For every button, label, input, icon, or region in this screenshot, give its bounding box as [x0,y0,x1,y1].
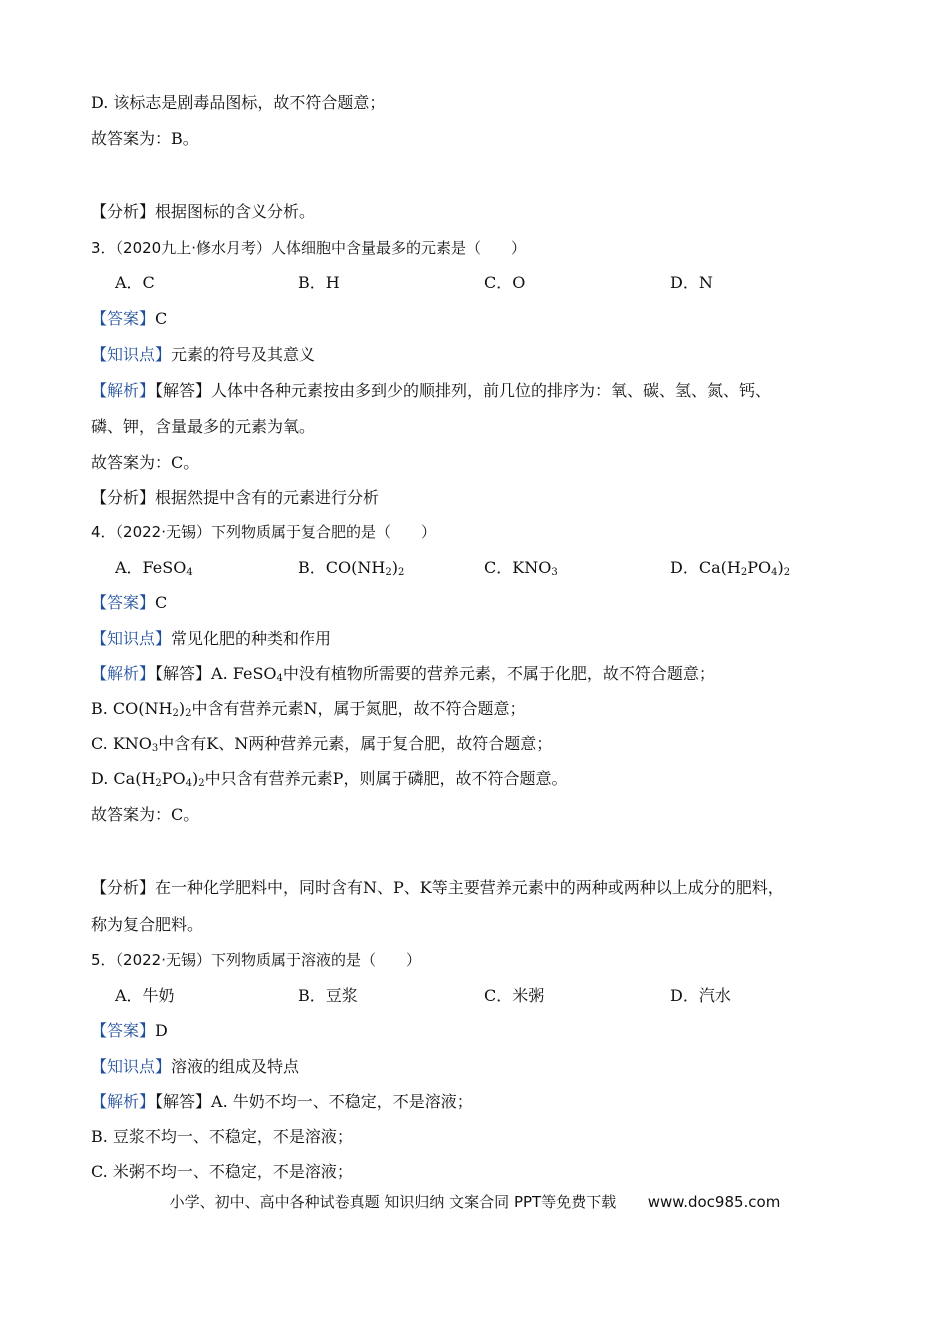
knowledge-text: 常见化肥的种类和作用 [171,629,332,648]
q4-knowledge-point [91,628,331,650]
text-line: B. 豆浆不均一、不稳定，不是溶液； [91,1127,353,1146]
text-line: 故答案为：C。 [91,453,200,472]
text-line: D. 该标志是剧毒品图标，故不符合题意； [91,93,386,112]
q4-analysis: 【解析】【解答】A. FeSO$_4$中没有植物所需要的营养元素，不属于化肥，故不符合题意； [91,664,715,684]
text-line: B. $CO(NH_2)_2$中含有营养元素N，属于氮肥，故不符合题意； [91,699,526,719]
q3-answer [91,308,167,330]
q3-option-c: C．O [484,273,526,292]
analysis-tag: 【解析】 [91,1092,156,1111]
question-3-title: 3．（2020九上·修水月考）人体细胞中含量最多的元素是（ ） [91,239,526,257]
q4-fenxi [91,877,784,899]
analysis-tag: 【解析】 [91,381,156,400]
page-footer [0,1191,950,1212]
text-line: C. 米粥不均一、不稳定，不是溶液； [91,1162,353,1181]
knowledge-tag: 【知识点】 [91,1057,172,1076]
q5-answer [91,1020,168,1042]
analysis-text: 根据图标的含义分析。 [155,202,316,221]
question-5-title: 5．（2022·无锡）下列物质属于溶液的是（ ） [91,951,421,969]
analysis-tag: 【解析】 [91,664,156,683]
text-line: 称为复合肥料。 [91,915,204,934]
knowledge-text: 溶液的组成及特点 [171,1057,300,1076]
knowledge-text: 元素的符号及其意义 [171,345,316,364]
knowledge-tag: 【知识点】 [91,345,172,364]
q3-analysis [91,380,771,402]
text-line: 磷、钾，含量最多的元素为氧。 [91,417,316,436]
tag-label: 【分析】 [91,202,156,221]
knowledge-tag: 【知识点】 [91,629,172,648]
q5-knowledge-point [91,1056,299,1078]
q3-option-a: A．C [115,273,155,292]
q5-option-d: D．汽水 [670,986,731,1005]
answer-tag: 【答案】 [91,309,156,328]
text-line: D. $Ca(H_2PO_4)_2$中只含有营养元素P，则属于磷肥，故不符合题意。 [91,769,568,789]
answer-tag: 【答案】 [91,1021,156,1040]
analysis-line [91,201,315,223]
q5-analysis [91,1091,473,1113]
answer-value: D [155,1021,168,1040]
q3-knowledge-point [91,344,315,366]
q4-answer [91,592,167,614]
q5-option-a: A．牛奶 [115,986,175,1005]
answer-value: C [155,593,168,612]
fenxi-text: 在一种化学肥料中，同时含有N、P、K等主要营养元素中的两种或两种以上成分的肥料， [155,878,784,897]
analysis-text: 【解答】A. 牛奶不均一、不稳定，不是溶液； [155,1092,473,1111]
text-line: 故答案为：B。 [91,129,199,148]
q4-option-b: B．$CO(NH_2)_2$ [298,558,405,578]
q5-option-b: B．豆浆 [298,986,358,1005]
q4-option-a: A．FeSO$_4$ [115,558,193,578]
footer-site-link[interactable]: www.doc985.com [647,1193,781,1211]
fenxi-text: 根据然提中含有的元素进行分析 [155,488,380,507]
answer-tag: 【答案】 [91,593,156,612]
q4-option-c: C．$KNO_3$ [484,558,558,578]
text-line: C. $KNO_3$中含有K、N两种营养元素，属于复合肥，故符合题意； [91,734,553,754]
tag-label: 【分析】 [91,488,156,507]
footer-text: 小学、初中、高中各种试卷真题 知识归纳 文案合同 PPT等免费下载 [169,1193,617,1211]
question-4-title: 4．（2022·无锡）下列物质属于复合肥的是（ ） [91,523,436,541]
answer-value: C [155,309,168,328]
q3-option-d: D．N [670,273,713,292]
q3-fenxi [91,487,379,509]
text-line: 故答案为：C。 [91,805,200,824]
tag-label: 【分析】 [91,878,156,897]
q4-option-d: D．$Ca(H_2PO_4)_2$ [670,558,791,578]
q3-option-b: B．H [298,273,340,292]
q5-option-c: C．米粥 [484,986,545,1005]
analysis-text: 【解答】人体中各种元素按由多到少的顺排列，前几位的排序为：氧、碳、氢、氮、钙、 [155,381,772,400]
